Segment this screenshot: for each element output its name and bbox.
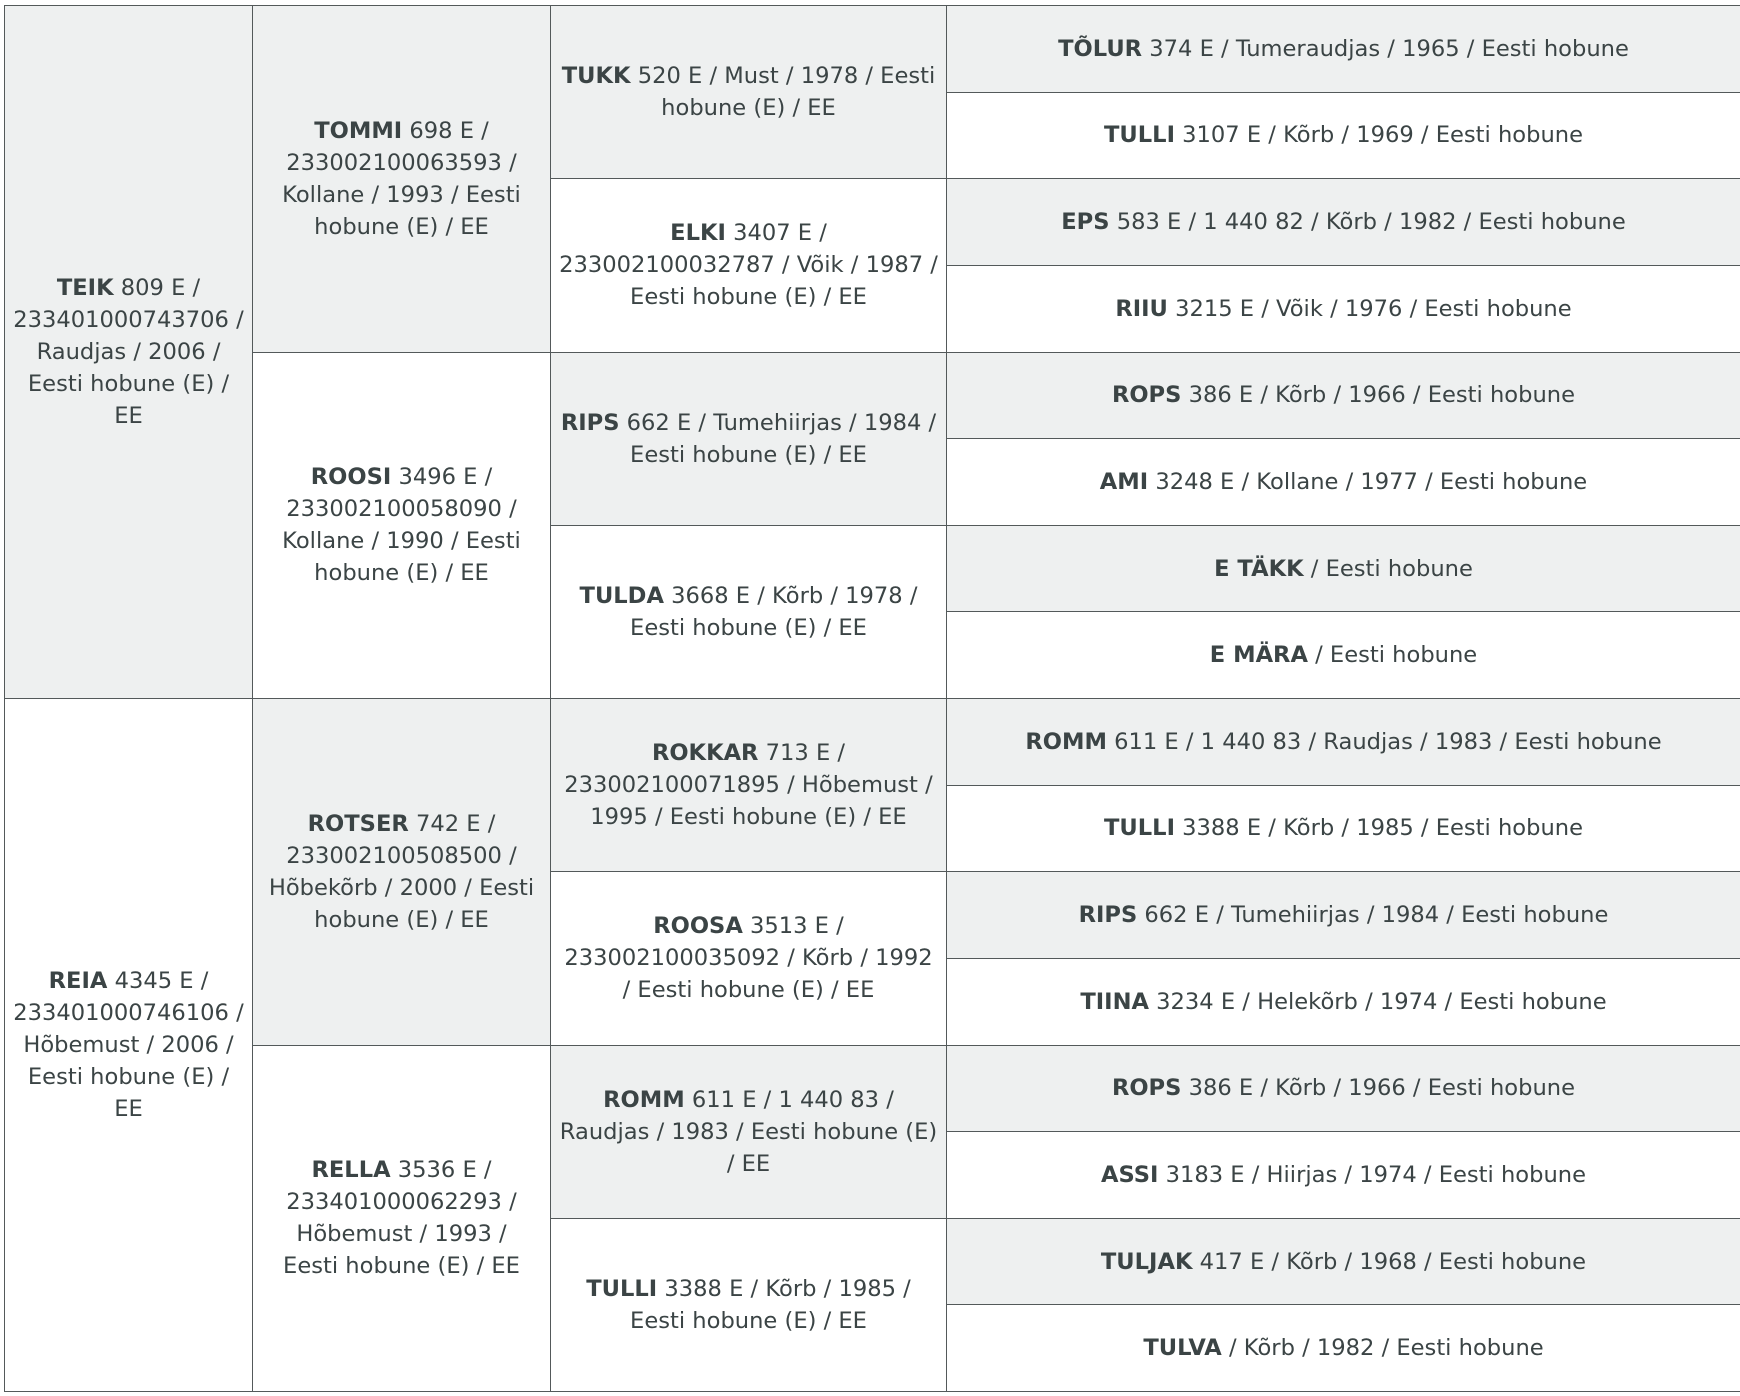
ancestor-cell: [947, 92, 1740, 179]
horse-name: TULVA: [1143, 1335, 1222, 1362]
sire-dam-sire-cell: [551, 352, 947, 525]
horse-info: 662 E / Tumehiirjas / 1984 / Eesti hobune (E) / EE: [619, 409, 937, 468]
ancestor-cell: [947, 785, 1740, 872]
pedigree-table: [4, 5, 1740, 1392]
horse-name: ASSI: [1100, 1161, 1159, 1188]
horse-info: 3215 E / Võik / 1976 / Eesti hobune: [1167, 295, 1572, 322]
ancestor-cell: [947, 1305, 1740, 1392]
horse-info: 520 E / Must / 1978 / Eesti hobune (E) / EE: [630, 63, 936, 122]
horse-info: 3107 E / Kõrb / 1969 / Eesti hobune: [1174, 122, 1583, 149]
ancestor-cell: [947, 872, 1740, 959]
ancestor-cell: [947, 265, 1740, 352]
horse-name: E MÄRA: [1209, 642, 1308, 669]
horse-info: 809 E / 233401000743706 / Raudjas / 2006 / Eesti hobune (E) / EE: [13, 275, 244, 429]
horse-info: 374 E / Tumeraudjas / 1965 / Eesti hobune: [1142, 35, 1629, 62]
ancestor-cell: [947, 439, 1740, 526]
horse-name: ROOSI: [310, 464, 392, 491]
pedigree-row: [5, 699, 1740, 786]
horse-name: TULLI: [586, 1275, 658, 1302]
horse-name: RIIU: [1115, 295, 1168, 322]
horse-name: TOMMI: [314, 117, 403, 144]
horse-name: REIA: [48, 968, 108, 994]
horse-name: RIPS: [1078, 902, 1138, 929]
ancestor-cell: [947, 958, 1740, 1045]
horse-name: TULDA: [579, 582, 664, 609]
horse-name: EPS: [1061, 209, 1110, 236]
ancestor-cell: [947, 1132, 1740, 1219]
horse-name: E TÄKK: [1214, 555, 1304, 582]
horse-info: 3388 E / Kõrb / 1985 / Eesti hobune: [1174, 815, 1583, 842]
horse-name: TUKK: [561, 63, 631, 90]
ancestor-cell: [947, 612, 1740, 699]
horse-info: 3496 E / 233002100058090 / Kollane / 1990 / Eesti hobune (E) / EE: [282, 464, 521, 587]
dam-sire-cell: [253, 699, 551, 1046]
horse-info: 3407 E / 233002100032787 / Võik / 1987 / Eesti hobune (E) / EE: [559, 220, 938, 311]
horse-info: 713 E / 233002100071895 / Hõbemust / 1995 / Eesti hobune (E) / EE: [564, 740, 933, 831]
horse-name: ROMM: [1025, 728, 1107, 755]
horse-info: 662 E / Tumehiirjas / 1984 / Eesti hobune: [1137, 902, 1609, 929]
horse-info: 417 E / Kõrb / 1968 / Eesti hobune: [1192, 1248, 1587, 1275]
horse-info: 386 E / Kõrb / 1966 / Eesti hobune: [1181, 1075, 1576, 1102]
dam-dam-cell: [253, 1045, 551, 1392]
horse-info: 698 E / 233002100063593 / Kollane / 1993 / Eesti hobune (E) / EE: [282, 117, 521, 240]
pedigree-row: [5, 6, 1740, 93]
horse-info: / Kõrb / 1982 / Eesti hobune: [1221, 1335, 1544, 1362]
horse-name: ELKI: [670, 220, 726, 247]
ancestor-cell: [947, 6, 1740, 93]
horse-info: 583 E / 1 440 82 / Kõrb / 1982 / Eesti hobune: [1109, 209, 1626, 236]
horse-info: 4345 E / 233401000746106 / Hõbemust / 2006 / Eesti hobune (E) / EE: [13, 968, 244, 1122]
sire-cell: [5, 6, 253, 699]
horse-name: TULLI: [1104, 815, 1175, 842]
sire-dam-cell: [253, 352, 551, 699]
horse-info: 3668 E / Kõrb / 1978 / Eesti hobune (E) / EE: [630, 582, 918, 641]
horse-name: RELLA: [311, 1157, 391, 1184]
dam-cell: [5, 699, 253, 1392]
ancestor-cell: [947, 699, 1740, 786]
horse-name: ROTSER: [307, 810, 409, 837]
horse-info: / Eesti hobune: [1307, 642, 1478, 669]
horse-info: 3513 E / 233002100035092 / Kõrb / 1992 / Eesti hobune (E) / EE: [564, 913, 933, 1004]
horse-info: 3536 E / 233401000062293 / Hõbemust / 1993 / Eesti hobune (E) / EE: [283, 1157, 520, 1280]
pedigree-row: [5, 1045, 1740, 1132]
horse-name: RIPS: [560, 409, 620, 436]
pedigree-row: [5, 352, 1740, 439]
horse-info: / Eesti hobune: [1303, 555, 1473, 582]
horse-name: TIINA: [1080, 988, 1149, 1015]
sire-sire-sire-cell: [551, 6, 947, 179]
horse-info: 3248 E / Kollane / 1977 / Eesti hobune: [1148, 468, 1588, 495]
horse-info: 3388 E / Kõrb / 1985 / Eesti hobune (E) / EE: [630, 1275, 911, 1334]
horse-info: 611 E / 1 440 83 / Raudjas / 1983 / Eesti hobune: [1106, 728, 1662, 755]
horse-name: ROMM: [603, 1086, 685, 1113]
horse-name: ROPS: [1111, 382, 1182, 409]
dam-dam-dam-cell: [551, 1218, 947, 1391]
ancestor-cell: [947, 525, 1740, 612]
horse-name: ROOSA: [653, 913, 743, 940]
horse-name: AMI: [1099, 468, 1149, 495]
horse-info: 3183 E / Hiirjas / 1974 / Eesti hobune: [1158, 1161, 1586, 1188]
horse-info: 3234 E / Helekõrb / 1974 / Eesti hobune: [1148, 988, 1607, 1015]
horse-name: ROKKAR: [651, 740, 759, 767]
horse-name: TÕLUR: [1058, 35, 1143, 62]
dam-dam-sire-cell: [551, 1045, 947, 1218]
ancestor-cell: [947, 1045, 1740, 1132]
horse-name: TEIK: [56, 275, 114, 301]
horse-name: ROPS: [1111, 1075, 1182, 1102]
sire-dam-dam-cell: [551, 525, 947, 698]
sire-sire-cell: [253, 6, 551, 353]
horse-info: 611 E / 1 440 83 / Raudjas / 1983 / Eesti hobune (E) / EE: [559, 1086, 938, 1177]
dam-sire-sire-cell: [551, 699, 947, 872]
ancestor-cell: [947, 179, 1740, 266]
ancestor-cell: [947, 352, 1740, 439]
horse-info: 742 E / 233002100508500 / Hõbekõrb / 2000 / Eesti hobune (E) / EE: [268, 810, 535, 933]
horse-name: TULLI: [1104, 122, 1175, 149]
dam-sire-dam-cell: [551, 872, 947, 1045]
sire-sire-dam-cell: [551, 179, 947, 352]
ancestor-cell: [947, 1218, 1740, 1305]
horse-info: 386 E / Kõrb / 1966 / Eesti hobune: [1181, 382, 1576, 409]
horse-name: TULJAK: [1100, 1248, 1193, 1275]
